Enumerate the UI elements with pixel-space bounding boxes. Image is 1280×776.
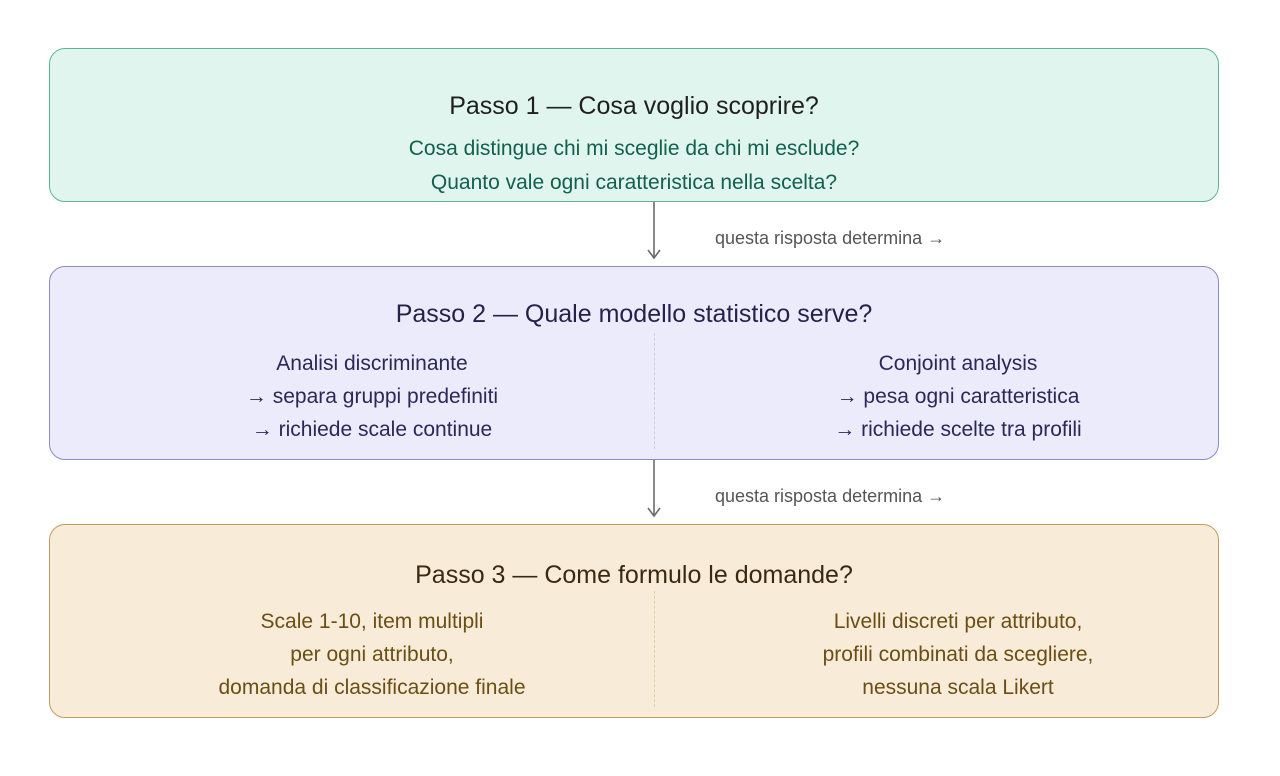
step2-right-column — [698, 347, 1218, 446]
step2-box — [49, 266, 1219, 460]
step3-right-line-1: Livelli discreti per attributo, — [833, 610, 1083, 633]
step1-line-2: Quanto vale ogni caratteristica nella scelta? — [430, 171, 838, 194]
down-arrow-icon — [644, 202, 664, 262]
step3-left-line-3: domanda di classificazione finale — [218, 676, 526, 699]
down-arrow-icon — [644, 460, 664, 520]
step2-right-line-3: → richiede scelte tra profili — [834, 418, 1082, 441]
step2-left-line-1: Analisi discriminante — [276, 352, 468, 375]
step2-title: Passo 2 — Quale modello statistico serve? — [395, 300, 873, 328]
connector-1-label: questa risposta determina → — [715, 228, 946, 248]
step2-divider — [654, 333, 655, 449]
step3-right-line-2: profili combinati da scegliere, — [822, 643, 1094, 666]
step3-title: Passo 3 — Come formulo le domande? — [415, 561, 853, 589]
step3-left-column — [112, 605, 632, 704]
step1-title: Passo 1 — Cosa voglio scoprire? — [449, 92, 819, 120]
step3-right-line-3: nessuna scala Likert — [862, 676, 1054, 699]
step3-box — [49, 524, 1219, 718]
connector-2-label: questa risposta determina → — [715, 486, 946, 506]
connector-1 — [0, 202, 1280, 266]
step3-right-column — [698, 605, 1218, 704]
step3-left-line-1: Scale 1-10, item multipli — [260, 610, 484, 633]
step2-right-line-1: Conjoint analysis — [878, 352, 1038, 375]
step1-line-1: Cosa distingue chi mi sceglie da chi mi esclude? — [408, 137, 860, 160]
step2-left-column — [112, 347, 632, 446]
connector-2 — [0, 460, 1280, 524]
step2-left-line-2: → separa gruppi predefiniti — [245, 385, 499, 408]
step3-divider — [654, 591, 655, 707]
step2-left-line-3: → richiede scale continue — [251, 418, 493, 441]
step2-right-line-2: → pesa ogni caratteristica — [836, 385, 1080, 408]
step3-left-line-2: per ogni attributo, — [290, 643, 454, 666]
step1-box — [49, 48, 1219, 202]
